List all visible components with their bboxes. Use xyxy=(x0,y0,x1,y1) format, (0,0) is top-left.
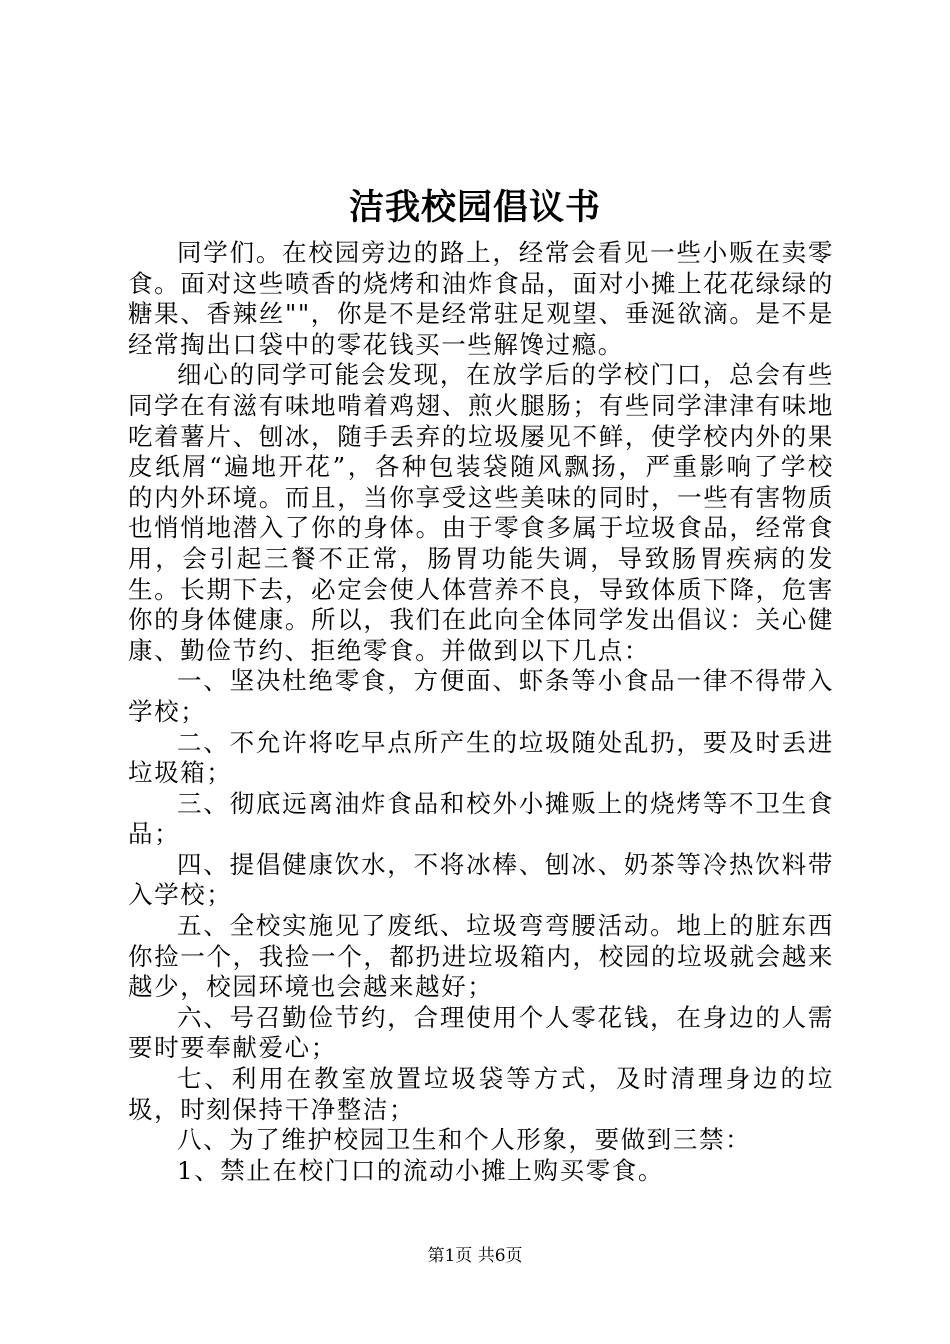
document-title: 洁我校园倡议书 xyxy=(348,187,601,228)
proposal-item-8: 八、为了维护校园卫生和个人形象，要做到三禁： xyxy=(177,1125,752,1155)
paragraph-intro: 同学们。在校园旁边的路上，经常会看见一些小贩在卖零食。面对这些喷香的烧烤和油炸食品，面对小摊上花花绿绿的糖果、香辣丝""，你是不是经常驻足观望、垂涎欲滴。是不是经常掏出口袋中的零花钱买一些解馋过瘾。 xyxy=(128,238,834,359)
proposal-item-5: 五、全校实施见了废纸、垃圾弯弯腰活动。地上的脏东西你捡一个，我捡一个，都扔进垃圾箱内，校园的垃圾就会越来越少，校园环境也会越来越好； xyxy=(128,911,834,1002)
paragraph-observation: 细心的同学可能会发现，在放学后的学校门口，总会有些同学在有滋有味地啃着鸡翅、煎火腿肠；有些同学津津有味地吃着薯片、刨冰，随手丢弃的垃圾屡见不鲜，使学校内外的果皮纸屑“遍地开花”，各种包装袋随风飘扬，严重影响了学校的内外环境。而且，当你享受这些美味的同时，一些有害物质也悄悄地潜入了你的身体。由于零食多属于垃圾食品，经常食用，会引起三餐不正常，肠胃功能失调，导致肠胃疾病的发生。长期下去，必定会使人体营养不良，导致体质下降，危害你的身体健康。所以，我们在此向全体同学发出倡议：关心健康、勤俭节约、拒绝零食。并做到以下几点： xyxy=(128,360,834,665)
proposal-item-7: 七、利用在教室放置垃圾袋等方式，及时清理身边的垃圾，时刻保持干净整洁； xyxy=(128,1064,834,1124)
page-footer: 第1页 共6页 xyxy=(427,1246,523,1266)
document-body xyxy=(128,238,834,1186)
proposal-item-3: 三、彻底远离油炸食品和校外小摊贩上的烧烤等不卫生食品； xyxy=(128,788,834,849)
proposal-item-6: 六、号召勤俭节约，合理使用个人零花钱，在身边的人需要时要奉献爱心； xyxy=(128,1002,834,1063)
proposal-item-4: 四、提倡健康饮水，不将冰棒、刨冰、奶茶等冷热饮料带入学校； xyxy=(128,849,834,910)
proposal-item-1: 一、坚决杜绝零食，方便面、虾条等小食品一律不得带入学校； xyxy=(128,666,834,726)
prohibition-item-1: 1、禁止在校门口的流动小摊上购买零食。 xyxy=(177,1155,664,1185)
proposal-item-2: 二、不允许将吃早点所产生的垃圾随处乱扔，要及时丢进垃圾箱； xyxy=(128,727,834,788)
